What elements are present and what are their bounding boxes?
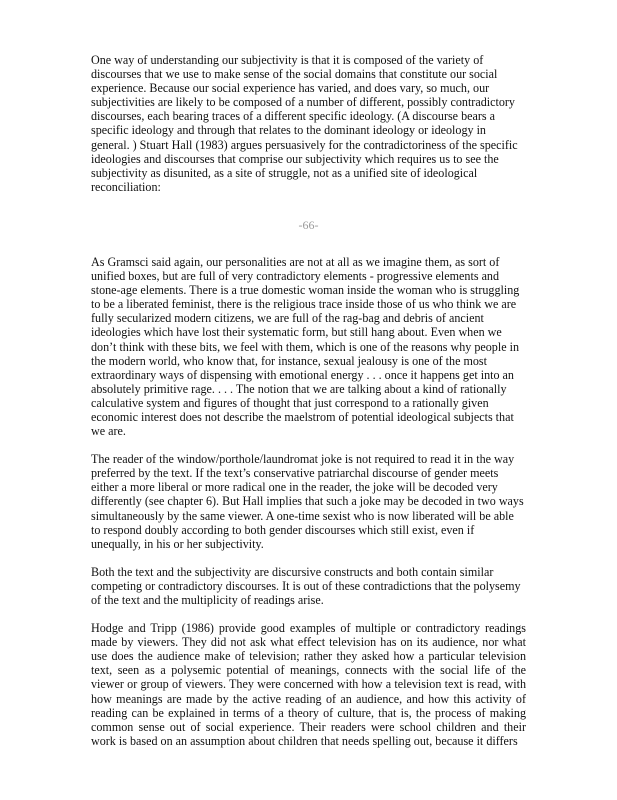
document-page [91, 53, 526, 748]
paragraph-subjectivity: One way of understanding our subjectivity is that it is composed of the variety of discourses that we use to make sense of the social domains that constitute our social experience. Because our social experience has varied, and does vary, so much, our subjectivities are likely to be composed of a number of different, possibly contradictory discourses, each bearing traces of a different specific ideology. (A discourse bears a specific ideology and through that relates to the dominant ideology or ideology in general. ) Stuart Hall (1983) argues persuasively for the contradictoriness of the specific ideologies and discourses that comprise our subjectivity which requires us to see the subjectivity as disunited, as a site of struggle, not as a unified site of ideological reconciliation: [91, 53, 518, 194]
paragraph-hodge-tripp: Hodge and Tripp (1986) provide good examples of multiple or contradictory readings made by viewers. They did not ask what effect television has on its audience, nor what use does the audience make of television; rather they asked how a particular television text, seen as a polysemic potential of meanings, connects with the social life of the viewer or group of viewers. They were concerned with how a television text is read, with how meanings are made by the active reading of an audience, and how this activity of reading can be explained in terms of a theory of culture, that is, the process of making common sense out of social experience. Their readers were school children and their work is based on an assumption about children that needs spelling out, because it differs [91, 621, 526, 748]
paragraph-discursive-constructs: Both the text and the subjectivity are discursive constructs and both contain similar competing or contradictory discourses. It is out of these contradictions that the polysemy of the text and the multiplicity of readings arise. [91, 564, 521, 607]
paragraph-joke-reader: The reader of the window/porthole/laundromat joke is not required to read it in the way preferred by the text. If the text’s conservative patriarchal discourse of gender meets either a more liberal or more radical one in the reader, the joke will be decoded very differently (see chapter 6). But Hall implies that such a joke may be decoded in two ways simultaneously by the same viewer. A one-time sexist who is now liberated will be able to respond doubly according to both gender discourses which still exist, even if unequally, in his or her subjectivity. [91, 452, 524, 551]
page-number: -66- [298, 217, 319, 232]
block-quote-gramsci: As Gramsci said again, our personalities are not at all as we imagine them, as sort of unified boxes, but are full of very contradictory elements - progressive elements and stone-age elements. There is a true domestic woman inside the woman who is struggling to be a liberated feminist, there is the religious trace inside those of us who think we are fully secularized modern citizens, we are full of the rag-bag and debris of ancient ideologies which have lost their systematic form, but still hang about. Even when we don’t think with these bits, we feel with them, which is one of the reasons why people in the modern world, who know that, for instance, sexual jealousy is one of the most extraordinary ways of dispensing with emotional energy . . . once it happens get into an absolutely primitive rage. . . . The notion that we are talking about a kind of rationally calculative system and figures of thought that just correspond to a rationally given economic interest does not describe the maelstrom of potential ideological subjects that we are. [91, 254, 520, 439]
